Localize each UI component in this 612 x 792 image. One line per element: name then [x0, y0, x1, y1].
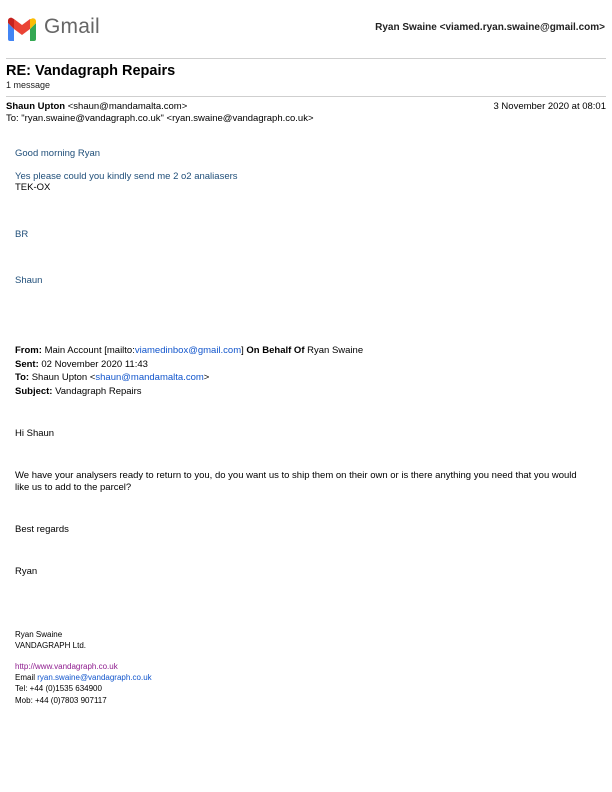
quoted-to-name: Shaun Upton <	[31, 372, 96, 383]
quoted-from-post: ]	[241, 345, 244, 356]
reply-line-1: Yes please could you kindly send me 2 o2 analiasers	[15, 171, 238, 182]
reply-line-2: TEK-OX	[15, 182, 51, 193]
quoted-to-post: >	[203, 372, 210, 383]
sender-email: <shaun@mandamalta.com>	[67, 101, 188, 112]
account-label: Ryan Swaine <viamed.ryan.swaine@gmail.com>	[375, 22, 605, 33]
quoted-greeting: Hi Shaun	[15, 428, 55, 439]
reply-signoff: Shaun	[15, 275, 43, 286]
quoted-sent-label: Sent:	[15, 359, 39, 370]
message-sender	[6, 101, 187, 112]
quoted-from-pre: Main Account [mailto:	[44, 345, 135, 356]
quoted-paragraph-line-1: We have your analysers ready to return to you, do you want us to ship them on their own or is there anything you need that you would	[15, 470, 577, 481]
message-count: 1 message	[6, 80, 51, 90]
reply-greeting: Good morning Ryan	[15, 148, 101, 159]
quoted-to	[15, 372, 209, 383]
quoted-from-link[interactable]: viamedinbox@gmail.com	[134, 345, 242, 356]
reply-closing: BR	[15, 229, 29, 240]
signature-email-label: Email	[15, 673, 36, 682]
quoted-paragraph-line-2: like us to add to the parcel?	[15, 482, 132, 493]
signature-tel: Tel: +44 (0)1535 634900	[15, 684, 102, 693]
header-divider	[6, 58, 606, 59]
quoted-sent	[15, 359, 148, 370]
sender-name: Shaun Upton	[6, 101, 66, 112]
gmail-wordmark: Gmail	[44, 15, 100, 38]
quoted-sent-value: 02 November 2020 11:43	[41, 359, 148, 370]
quoted-regards: Best regards	[15, 524, 69, 535]
quoted-subject-value: Vandagraph Repairs	[55, 386, 142, 397]
quoted-behalf-value: Ryan Swaine	[307, 345, 364, 356]
quoted-subject-label: Subject:	[15, 386, 53, 397]
signature-mob: Mob: +44 (0)7803 907117	[15, 696, 107, 705]
signature-email	[15, 673, 152, 682]
signature-website-link[interactable]: http://www.vandagraph.co.uk	[15, 662, 118, 671]
quoted-from-label: From:	[15, 345, 42, 356]
signature-name: Ryan Swaine	[15, 630, 63, 639]
quoted-behalf-label: On Behalf Of	[246, 345, 305, 356]
gmail-m-icon	[6, 17, 38, 41]
quoted-name: Ryan	[15, 566, 38, 577]
subject-divider	[6, 96, 606, 97]
signature-company: VANDAGRAPH Ltd.	[15, 641, 86, 650]
signature-email-link[interactable]: ryan.swaine@vandagraph.co.uk	[37, 673, 152, 682]
quoted-to-label: To:	[15, 372, 30, 383]
quoted-subject	[15, 386, 142, 397]
thread-subject: RE: Vandagraph Repairs	[6, 63, 176, 79]
gmail-logo	[6, 14, 106, 42]
message-date: 3 November 2020 at 08:01	[493, 101, 606, 112]
message-recipients: To: "ryan.swaine@vandagraph.co.uk" <ryan.swaine@vandagraph.co.uk>	[6, 113, 314, 124]
quoted-to-link[interactable]: shaun@mandamalta.com	[95, 372, 204, 383]
quoted-from	[15, 345, 363, 356]
